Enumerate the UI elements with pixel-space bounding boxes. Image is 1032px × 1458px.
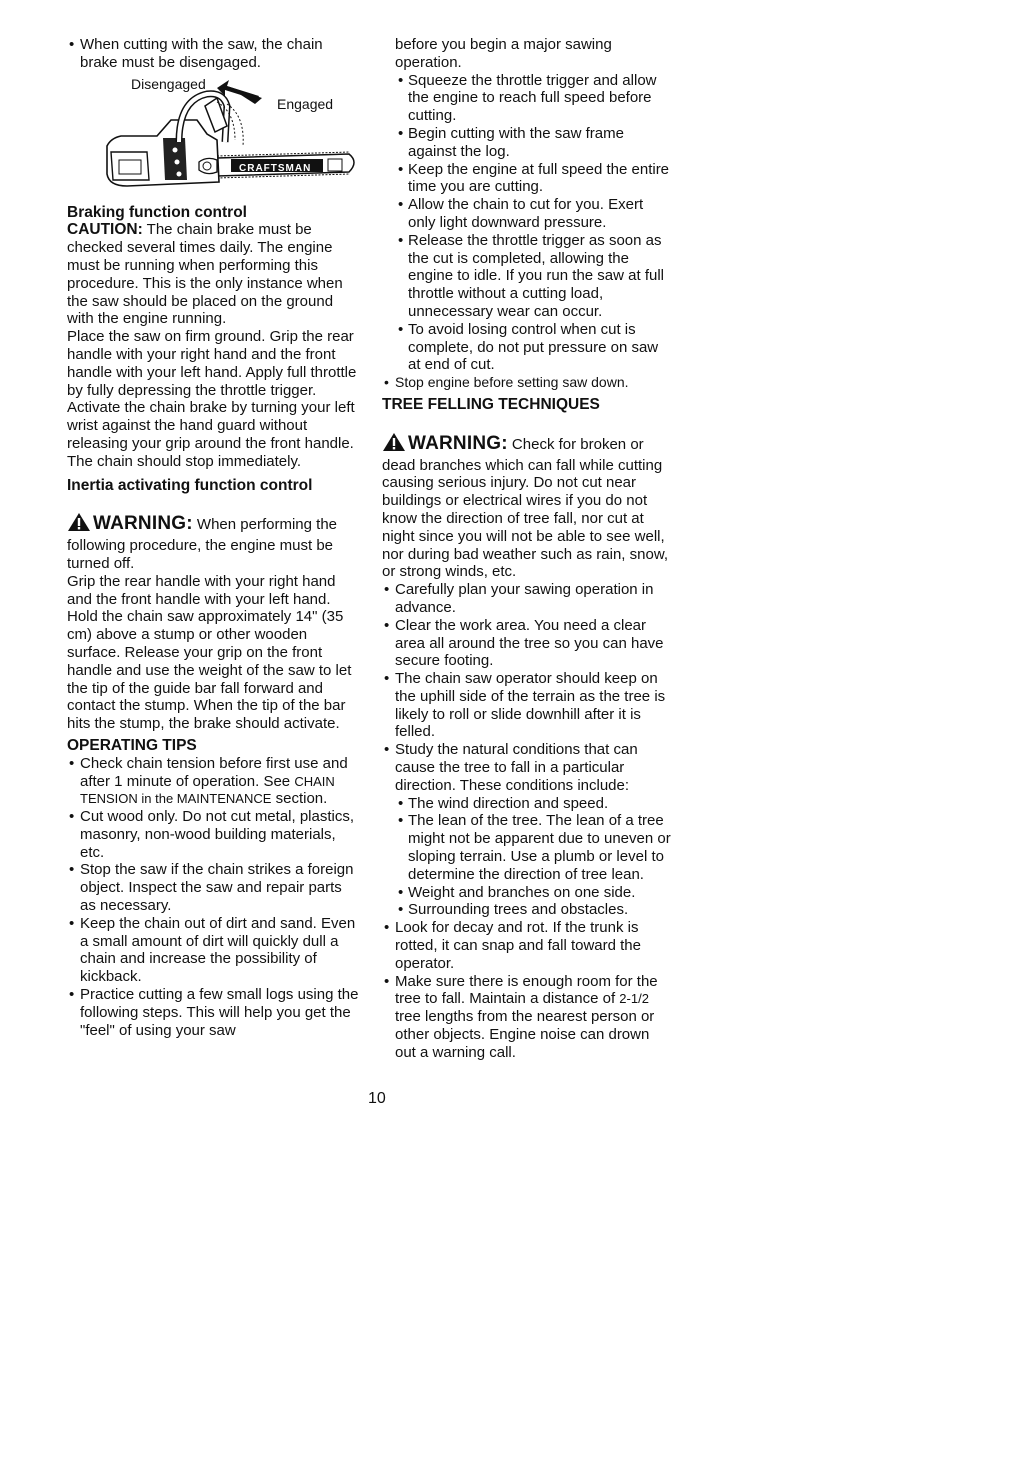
stop-engine-item: • Stop engine before setting saw down.	[382, 374, 672, 392]
braking-heading: Braking function control	[67, 203, 247, 221]
warning-label: WARNING:	[93, 513, 193, 535]
step-item: • Keep the engine at full speed the entire time you are cutting.	[396, 161, 672, 197]
brand-logo: CRAFTSMAN	[239, 162, 312, 174]
step-item: • Squeeze the throttle trigger and allow the engine to reach full speed before cutting.	[396, 72, 672, 125]
felling-item	[382, 741, 672, 919]
warning-triangle-icon	[67, 512, 91, 537]
braking-body: Place the saw on firm ground. Grip the rear handle with your right hand and the front handle with your left hand. Apply full throttle by fully depressing the throttle trigger. Activate the chain brake by turning your left wrist against the hand guard without releasing your grip around the front handle. The chain should stop immediately.	[67, 328, 357, 470]
caution-label: CAUTION:	[67, 221, 143, 239]
tip-item: • Stop the saw if the chain strikes a foreign object. Inspect the saw and repair parts as necessary.	[67, 861, 360, 914]
felling-item-text: tree lengths from the nearest person or other objects. Engine noise can drown out a warning call.	[395, 1008, 655, 1061]
step-item: • To avoid losing control when cut is complete, do not put pressure on saw at end of cut.	[396, 321, 672, 374]
continuation-text: before you begin a major sawing operation.	[395, 36, 612, 71]
operating-tips-heading: OPERATING TIPS	[67, 736, 197, 754]
left-column	[67, 36, 360, 1039]
warning-label: WARNING:	[408, 432, 508, 454]
tip-text: Check chain tension before first use and after 1 minute of operation. See	[80, 754, 348, 790]
felling-warning-text: Check for broken or dead branches which can fall while cutting causing serious injury. Do not cut near buildings or electrical wires if you do not know the direction of tree fall, nor cut at night since you will not be able to see well, nor during bad weather such as rain, snow, or strong winds, etc.	[382, 435, 669, 581]
condition-item: • Surrounding trees and obstacles.	[396, 901, 672, 919]
tip-reference: CHAIN TENSION in the MAINTENANCE	[80, 773, 335, 807]
felling-item: • Clear the work area. You need a clear area all around the tree so you can have secure footing.	[382, 617, 672, 670]
chainsaw-illustration	[67, 76, 360, 196]
disengaged-label: Disengaged	[131, 75, 206, 92]
condition-item: • Weight and branches on one side.	[396, 884, 672, 902]
conditions-list	[382, 795, 672, 920]
tip-item	[67, 755, 360, 808]
step-item: • Release the throttle trigger as soon as the cut is completed, allowing the engine to idle. If you run the saw at full throttle without a cutting load, unnecessary wear can occur.	[396, 232, 672, 321]
felling-heading: TREE FELLING TECHNIQUES	[382, 395, 600, 413]
inertia-body: Grip the rear handle with your right hand and the front handle with your left hand. Hold the chain saw approximately 14" (35 cm) above a stump or other wooden surface. Release your grip on the front handle and use the weight of the saw to let the tip of the guide bar fall forward and contact the stump. When the tip of the bar hits the stump, the brake should activate.	[67, 572, 352, 733]
felling-warning	[382, 432, 672, 581]
felling-item-text: Make sure there is enough room for the tree to fall. Maintain a distance of	[395, 972, 658, 1008]
right-column	[382, 36, 672, 1062]
inertia-heading: Inertia activating function control	[67, 476, 313, 494]
step-item: • Begin cutting with the saw frame against the log.	[396, 125, 672, 161]
tip-item: • Cut wood only. Do not cut metal, plastics, masonry, non-wood building materials, etc.	[67, 808, 360, 861]
cutting-steps-list	[382, 72, 672, 375]
tip-text: section.	[271, 790, 328, 808]
tip-item: • Keep the chain out of dirt and sand. Even a small amount of dirt will quickly dull a chain and increase the possibility of kickback.	[67, 915, 360, 986]
chain-brake-figure	[67, 76, 360, 196]
caution-paragraph	[67, 221, 360, 328]
felling-item-text: Study the natural conditions that can cause the tree to fall in a particular direction. These conditions include:	[395, 741, 638, 794]
intro-bullet: • When cutting with the saw, the chain brake must be disengaged.	[67, 36, 360, 72]
felling-item: • Look for decay and rot. If the trunk is rotted, it can snap and fall toward the operator.	[382, 919, 672, 972]
warning-triangle-icon	[382, 432, 406, 457]
inertia-warning	[67, 512, 360, 572]
felling-list	[382, 581, 672, 1062]
inertia-warning-text: When performing the following procedure, the engine must be turned off.	[67, 516, 338, 572]
condition-item: • The wind direction and speed.	[396, 795, 672, 813]
operating-tips-list	[67, 755, 360, 1040]
tip-item: • Practice cutting a few small logs using the following steps. This will help you get the "feel" of using your saw	[67, 986, 360, 1039]
felling-item	[382, 973, 672, 1062]
distance-value: 2-1/2	[619, 991, 649, 1007]
felling-item: • The chain saw operator should keep on the uphill side of the terrain as the tree is likely to roll or slide downhill after it is felled.	[382, 670, 672, 741]
saw-body	[107, 120, 219, 186]
intro-list	[67, 36, 360, 72]
engaged-label: Engaged	[277, 95, 334, 112]
step-item: • Allow the chain to cut for you. Exert only light downward pressure.	[396, 196, 672, 232]
stop-engine-list	[382, 374, 672, 392]
felling-item: • Carefully plan your sawing operation in advance.	[382, 581, 672, 617]
page-number: 10	[368, 1090, 386, 1107]
caution-text: The chain brake must be checked several times daily. The engine must be running when performing this procedure. This is the only instance when the saw should be placed on the ground with the engine running.	[67, 221, 343, 328]
condition-item: • The lean of the tree. The lean of a tree might not be apparent due to uneven or sloping terrain. Use a plumb or level to determine the direction of tree lean.	[396, 812, 672, 883]
